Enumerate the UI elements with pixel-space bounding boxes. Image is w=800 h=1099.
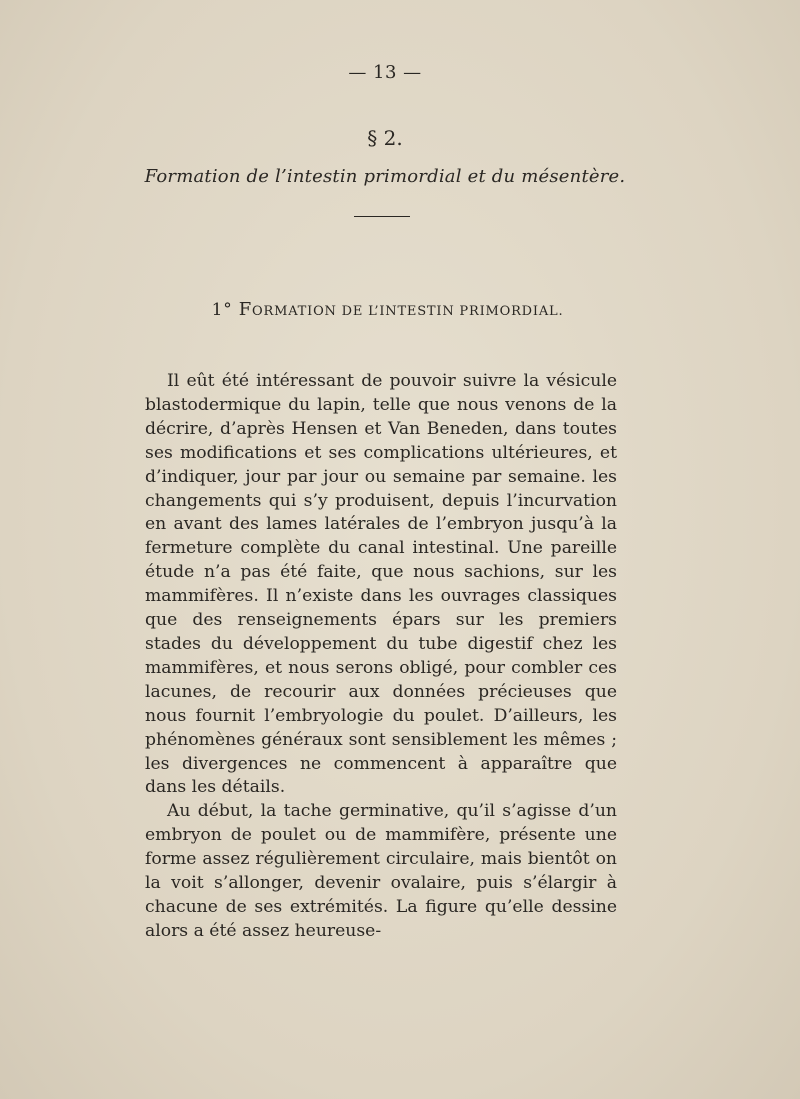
body-text	[145, 370, 617, 944]
subsection-initial: F	[238, 299, 253, 320]
paragraph: Il eût été intéressant de pouvoir suivre la vésicule blastodermique du lapin, telle que nous venons de la décrire, d’après Hensen et Van Beneden, dans toutes ses modifications et ses complications ultérieures, et d’indiquer, jour par jour ou semaine par semaine. les changements qui s’y produisent, depuis l’incurvation en avant des lames latérales de l’embryon jusqu’à la fermeture complète du canal intestinal. Une pareille étude n’a pas été faite, que nous sachions, sur les mammifères. Il n’existe dans les ouvrages classiques que des renseignements épars sur les premiers stades du développement du tube digestif chez les mammifères, et nous serons obligé, pour combler ces lacunes, de recourir aux données précieuses que nous fournit l’embryologie du poulet. D’ailleurs, les phénomènes généraux sont sensiblement les mêmes ; les divergences ne commencent à apparaître que dans les détails.	[145, 371, 617, 798]
section-title: Formation de l’intestin primordial et du mésentère.	[144, 166, 626, 187]
subsection-small-caps: ORMATION DE L’INTESTIN PRIMORDIAL.	[252, 304, 564, 319]
subsection-number: 1°	[211, 300, 233, 320]
section-mark: § 2.	[367, 126, 403, 150]
page-number: — 13 —	[348, 62, 422, 83]
section-divider	[354, 216, 410, 217]
subsection-title	[0, 299, 775, 320]
paragraph: Au début, la tache germinative, qu’il s’agisse d’un embryon de poulet ou de mammifère, présente une forme assez régulièrement circulaire, mais bientôt on la voit s’allonger, devenir ovalaire, puis s’élargir à chacune de ses extrémités. La figure qu’elle dessine alors a été assez heureuse-	[145, 801, 617, 941]
